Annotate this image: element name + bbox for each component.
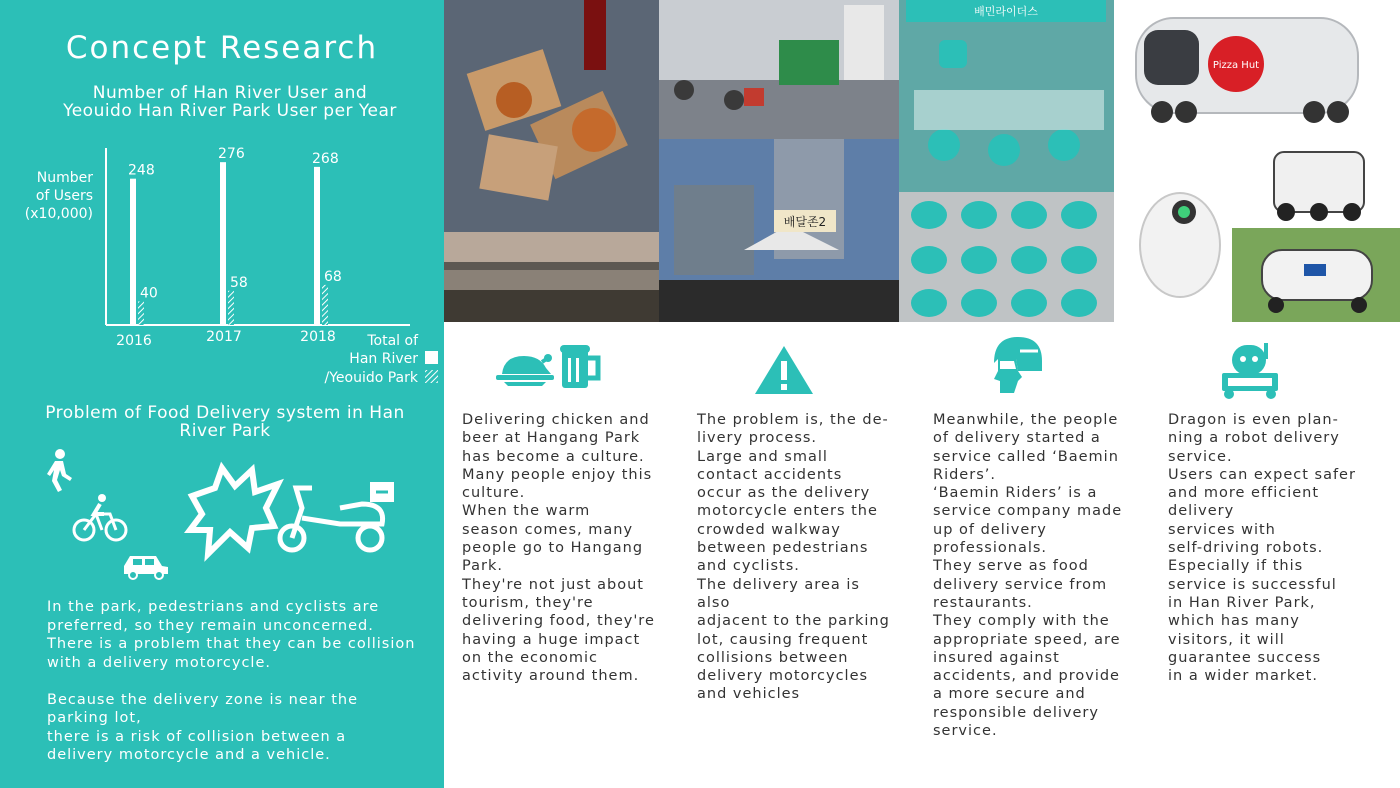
legend-label-yeouido: /Yeouido Park xyxy=(324,370,418,386)
bar-2017-total xyxy=(220,162,226,325)
rider-helmet-icon xyxy=(988,333,1046,397)
problem-title: Problem of Food Delivery system in Han River Park xyxy=(45,403,405,441)
problem-text: In the park, pedestrians and cyclists are preferred, so they remain unconcerned. There is a problem that they can be collision with a delivery motorcycle. Because the delivery zone is near the parking lot, there is a risk of collision between a delivery motorcycle and a vehicle. xyxy=(47,599,416,763)
y-axis-label xyxy=(25,170,93,222)
bar-value-label: 248 xyxy=(128,162,155,179)
y-axis-label-line: of Users xyxy=(35,188,93,204)
legend-title: Total of xyxy=(367,333,418,349)
delivery-scooter-icon xyxy=(280,482,394,550)
baemin-riders-photo xyxy=(899,0,1114,192)
river-sunset-photo xyxy=(444,232,659,322)
helmets-photo xyxy=(899,192,1114,322)
bar-value-label: 276 xyxy=(218,146,245,163)
chart-title: Number of Han River User and Yeouido Han River Park User per Year xyxy=(63,83,397,121)
bar-value-label: 40 xyxy=(140,285,158,302)
bar-2017-yeouido xyxy=(228,291,234,325)
chicken-boxes-photo xyxy=(444,0,659,232)
delivery-robots-photo xyxy=(1114,140,1400,322)
cyclist-icon xyxy=(74,494,126,540)
column-text-3: Meanwhile, the people of delivery started a service called ‘Baemin Riders’. ‘Baemin Riders’ is a service company made up of delivery professionals. They serve as food delivery service from restaurants. They comply with the appropriate speed, are insured against accidents, and provide a more secure and responsible delivery service. xyxy=(933,412,1123,740)
pedestrian-icon xyxy=(47,449,72,492)
bar-value-label: 58 xyxy=(230,274,248,291)
bar-2018-total xyxy=(314,167,320,325)
robot-icon xyxy=(1220,343,1280,401)
page-title: Concept Research xyxy=(65,30,379,66)
problem-icons xyxy=(40,448,410,583)
bar-2016-yeouido xyxy=(138,301,144,325)
pizza-hut-brand: Pizza Hut xyxy=(1212,60,1260,71)
pizza-hut-vehicle-photo xyxy=(1114,0,1400,140)
riders-sign-text: 배민라이더스 xyxy=(974,5,1038,18)
legend-label-total: Han River xyxy=(349,351,418,367)
zone-sign-text: 배달존2 xyxy=(783,215,827,229)
y-axis-label-line: (x10,000) xyxy=(24,206,93,222)
column-text-2: The problem is, the de- livery process. Large and small contact accidents occur as the delivery motorcycle enters the crowded walkway between pedestrians and cyclists. The delivery area is also adjacent to the parking lot, causing frequent collisions between delivery motorcycles and vehicles xyxy=(697,412,890,703)
x-tick-label: 2018 xyxy=(300,329,336,345)
left-panel xyxy=(0,0,444,788)
chicken-beer-icon xyxy=(496,344,602,390)
legend xyxy=(324,333,438,386)
bars xyxy=(116,146,342,349)
photo-collage xyxy=(444,0,1400,322)
bar-value-label: 268 xyxy=(312,150,339,167)
legend-swatch-yeouido xyxy=(425,370,438,383)
bar-chart xyxy=(0,140,444,390)
column-text-4: Dragon is even plan- ning a robot delivery service. Users can expect safer and more efficient delivery services with self-driving robots. Especially if this service is successful in Han River Park, which has many visitors, it will guarantee success in a wider market. xyxy=(1168,412,1356,685)
street-motorcycles-photo xyxy=(659,0,899,139)
car-icon xyxy=(124,556,168,579)
x-tick-label: 2016 xyxy=(116,333,152,349)
bar-2016-total xyxy=(130,179,136,325)
y-axis-label-line: Number xyxy=(36,170,93,186)
warning-icon xyxy=(753,344,815,396)
bar-2018-yeouido xyxy=(322,285,328,325)
column-text-1: Delivering chicken and beer at Hangang Park has become a culture. Many people enjoy this culture. When the warm season comes, many people go to Hangang Park. They're not just about tourism, they're delivering food, they're having a huge impact on the economic activity around them. xyxy=(462,412,655,685)
collision-burst-icon xyxy=(190,468,278,554)
legend-swatch-total xyxy=(425,351,438,364)
x-tick-label: 2017 xyxy=(206,329,242,345)
bar-value-label: 68 xyxy=(324,268,342,285)
delivery-zone-photo xyxy=(659,139,899,322)
